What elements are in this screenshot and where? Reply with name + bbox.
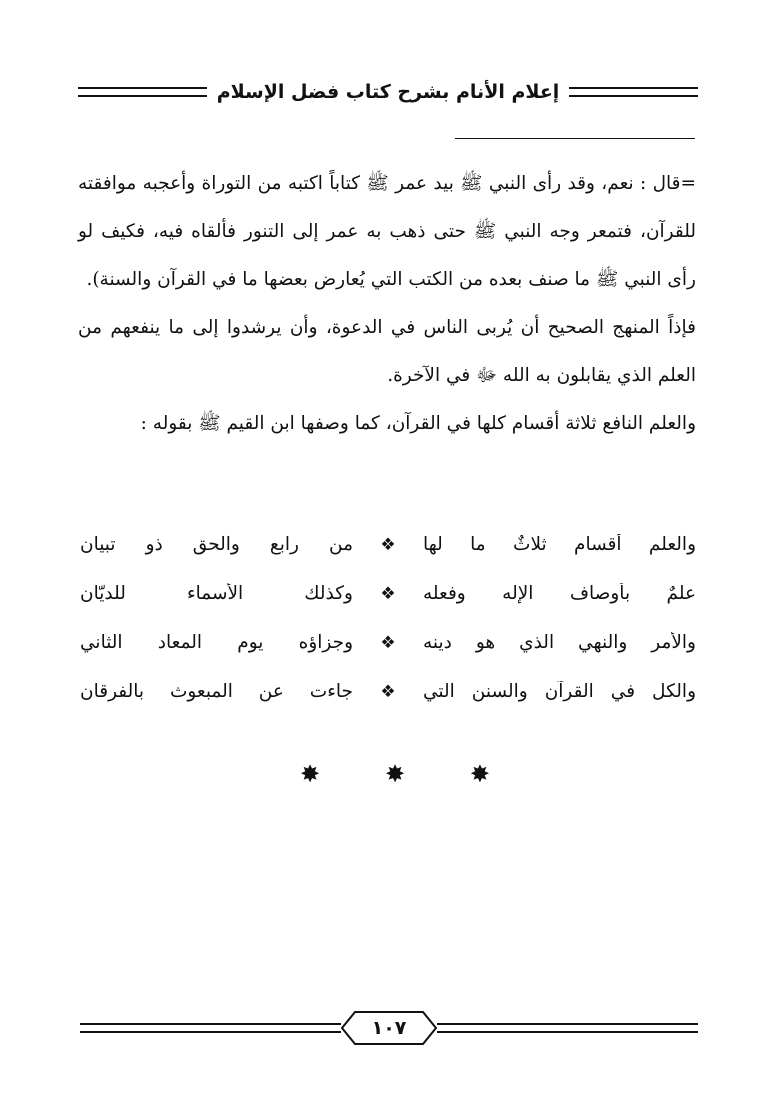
footer-rule-right xyxy=(437,1023,698,1033)
verse-first-hemistich: والأمر والنهي الذي هو دينه xyxy=(423,632,696,653)
section-ornament xyxy=(300,760,490,788)
verse-second-hemistich: وجزاؤه يوم المعاد الثاني xyxy=(80,632,353,653)
poem-verse xyxy=(80,618,696,667)
verse-first-hemistich: علمٌ بأوصاف الإله وفعله xyxy=(423,583,696,604)
running-header xyxy=(78,78,698,106)
verse-separator-icon: ❖ xyxy=(380,632,396,653)
verse-separator-icon: ❖ xyxy=(380,681,396,702)
header-rule-right xyxy=(569,87,698,97)
verse-first-hemistich: والعلم أقسام ثلاثٌ ما لها xyxy=(423,534,696,555)
verse-separator-icon: ❖ xyxy=(380,583,396,604)
paragraph-quote: =قال : نعم، وقد رأى النبي ﷺ بيد عمر ﷺ كتاباً اكتبه من التوراة وأعجبه موافقته للقرآن، فتمعر وجه النبي ﷺ حتى ذهب به عمر إلى التنور فألقاه فيه، فكيف لو رأى النبي ﷺ ما صنف بعده من الكتب التي يُعارض بعضها ما في القرآن والسنة). xyxy=(78,173,696,290)
footer-rule-left xyxy=(80,1023,341,1033)
header-rule-left xyxy=(78,87,207,97)
page-footer xyxy=(80,1010,698,1046)
verse-second-hemistich: جاءت عن المبعوث بالفرقان xyxy=(80,681,353,702)
paragraph-method: فإذاً المنهج الصحيح أن يُربى الناس في الدعوة، وأن يرشدوا إلى ما ينفعهم من العلم الذي يقابلون به الله ﷻ في الآخرة. xyxy=(78,317,696,386)
poem-verse xyxy=(80,569,696,618)
verse-second-hemistich: وكذلك الأسماء للديّان xyxy=(80,583,353,604)
verse-first-hemistich: والكل في القرآن والسنن التي xyxy=(423,681,696,702)
verse-separator-icon: ❖ xyxy=(380,534,396,555)
star-icon: ✸ xyxy=(469,760,490,788)
star-icon: ✸ xyxy=(300,760,321,788)
paragraph-knowledge: والعلم النافع ثلاثة أقسام كلها في القرآن، كما وصفها ابن القيم ﷺ بقوله : xyxy=(140,413,696,434)
poem xyxy=(80,520,696,716)
footnote-continuation-rule xyxy=(455,138,695,139)
page-number: ١٠٧ xyxy=(371,1017,407,1039)
verse-second-hemistich: من رابع والحق ذو تبيان xyxy=(80,534,353,555)
main-text xyxy=(78,160,696,448)
star-icon: ✸ xyxy=(384,760,406,788)
poem-verse xyxy=(80,520,696,569)
poem-verse xyxy=(80,667,696,716)
book-title: إعلام الأنام بشرح كتاب فضل الإسلام xyxy=(216,81,560,103)
page-number-badge xyxy=(341,1011,437,1045)
